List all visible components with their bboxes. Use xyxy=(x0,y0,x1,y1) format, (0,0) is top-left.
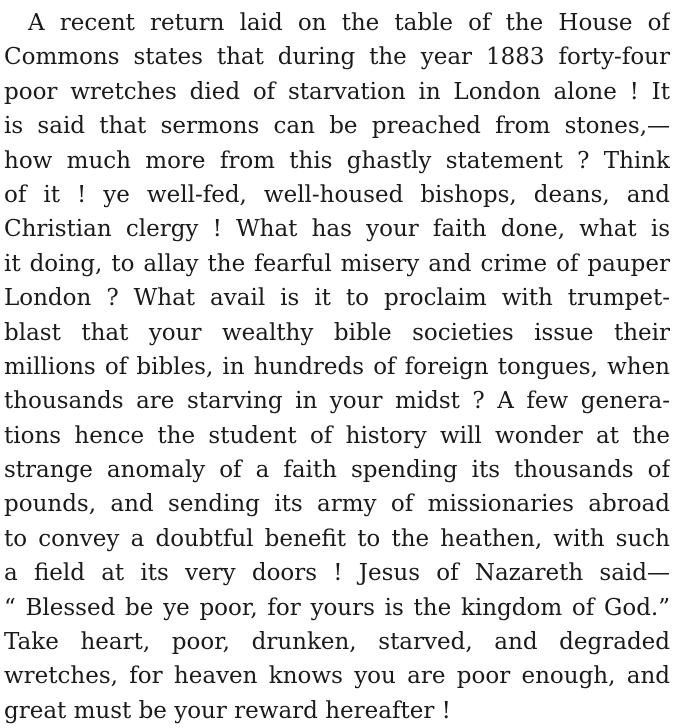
text-line-11: millions of bibles, in hundreds of foreign tongues, when xyxy=(4,353,670,380)
text-line-16: to convey a doubtful benefit to the heathen, with such xyxy=(4,525,670,552)
paragraph xyxy=(4,6,670,728)
text-line-8: it doing, to allay the fearful misery and crime of pauper xyxy=(4,250,670,277)
text-line-21: great must be your reward hereafter ! xyxy=(4,697,451,724)
text-line-2: Commons states that during the year 1883 forty-four xyxy=(4,44,670,71)
text-line-19: Take heart, poor, drunken, starved, and degraded xyxy=(4,629,670,656)
text-line-3: poor wretches died of starvation in London alone ! It xyxy=(4,78,670,105)
text-line-12: thousands are starving in your midst ? A few genera- xyxy=(4,388,670,415)
text-line-17: a field at its very doors ! Jesus of Nazareth said— xyxy=(4,560,670,587)
text-line-14: strange anomaly of a faith spending its thousands of xyxy=(4,457,670,484)
text-line-20: wretches, for heaven knows you are poor enough, and xyxy=(4,663,670,690)
text-line-1: A recent return laid on the table of the House of xyxy=(28,10,670,36)
text-line-6: of it ! ye well-fed, well-housed bishops, deans, and xyxy=(4,181,670,208)
text-line-13: tions hence the student of history will wonder at the xyxy=(4,422,670,449)
text-line-7: Christian clergy ! What has your faith done, what is xyxy=(4,216,670,243)
text-line-18: “ Blessed be ye poor, for yours is the kingdom of God.” xyxy=(4,594,670,621)
text-line-5: how much more from this ghastly statement ? Think xyxy=(4,147,670,174)
text-line-9: London ? What avail is it to proclaim with trumpet- xyxy=(4,285,670,312)
text-line-4: is said that sermons can be preached from stones,— xyxy=(4,113,670,140)
text-line-10: blast that your wealthy bible societies issue their xyxy=(4,319,670,346)
text-line-15: pounds, and sending its army of missionaries abroad xyxy=(4,491,670,518)
